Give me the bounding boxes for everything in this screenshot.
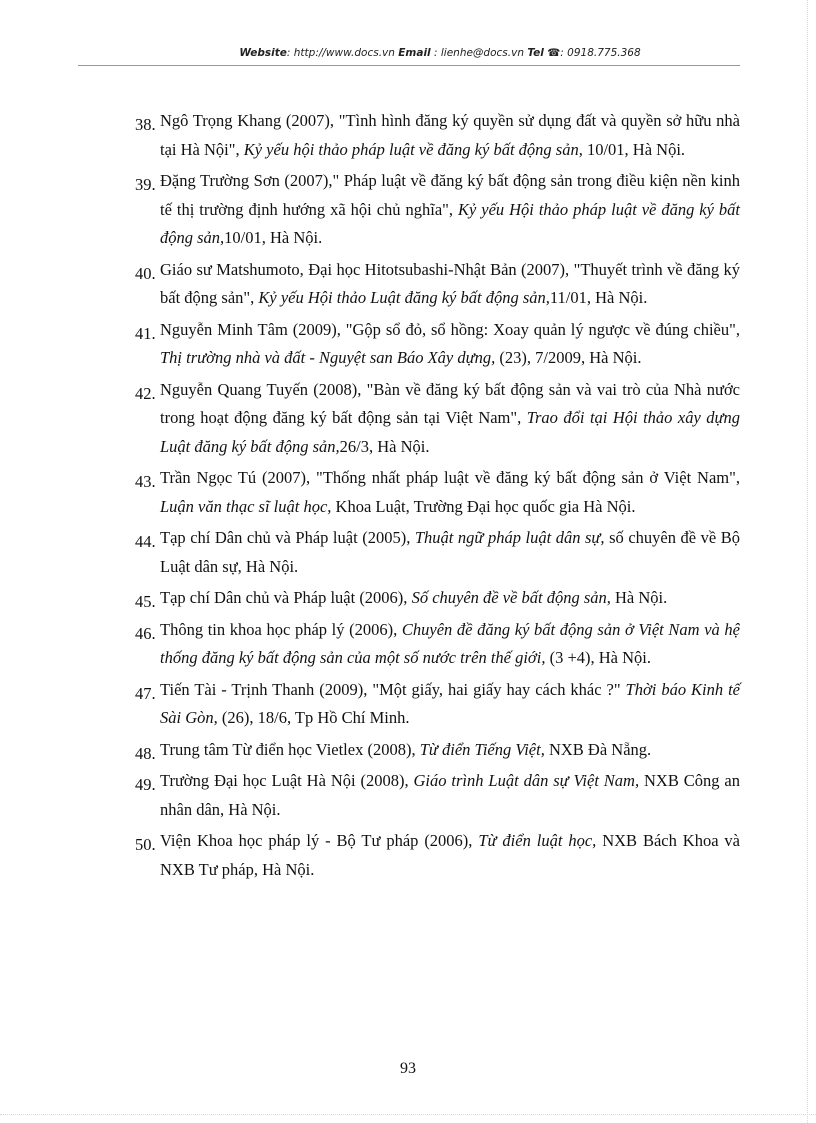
reference-item — [130, 464, 740, 521]
reference-number: 47. — [135, 683, 156, 703]
reference-details: 10/01, Hà Nội. — [224, 228, 323, 247]
reference-title: Từ điển luật học, — [478, 831, 597, 850]
reference-text: Trần Ngọc Tú (2007), "Thống nhất pháp luật về đăng ký bất động sản ở Việt Nam", — [160, 468, 740, 487]
reference-text: Trường Đại học Luật Hà Nội (2008), — [160, 771, 414, 790]
phone-icon: ☎ — [547, 47, 561, 59]
reference-number: 49. — [135, 775, 156, 794]
reference-text: Tạp chí Dân chủ và Pháp luật (2005), — [160, 528, 415, 547]
reference-number: 40. — [135, 263, 156, 283]
website-value: : http://www.docs.vn — [286, 47, 395, 59]
reference-details: NXB Đà Nẵng. — [544, 739, 652, 759]
reference-title: Chuyên đề đăng ký bất động sản ở Việt Nam và hệ thống đăng ký bất động sản của một số nước trên thế giới, — [160, 619, 740, 667]
reference-title: Số chuyên đề về bất động sản — [411, 588, 607, 607]
reference-title: Kỷ yếu hội thảo pháp luật về đăng ký bất động sản, — [243, 139, 583, 159]
reference-details: , Hà Nội. — [606, 588, 668, 607]
reference-text: Đặng Trường Sơn (2007)," Pháp luật về đăng ký bất động sản trong điều kiện nền kinh tế thị trường định hướng xã hội chủ nghĩa", — [160, 171, 740, 219]
reference-details: (26), 18/6, Tp Hồ Chí Minh. — [217, 708, 410, 727]
reference-number: 46. — [135, 623, 156, 643]
reference-title: Kỷ yếu Hội thảo pháp luật về đăng ký bất động sản, — [160, 199, 740, 247]
reference-text: Thông tin khoa học pháp lý (2006), — [160, 619, 402, 639]
reference-details: 10/01, Hà Nội. — [582, 139, 686, 159]
reference-text: Ngô Trọng Khang (2007), "Tình hình đăng ký quyền sử dụng đất và quyền sở hữu nhà tại Hà Nội", — [160, 111, 740, 159]
reference-title: Thuật ngữ pháp luật dân sự, — [414, 528, 605, 547]
reference-title: Giáo trình Luật dân sự Việt Nam, — [413, 771, 640, 790]
email-value: : lienhe@docs.vn — [430, 47, 524, 59]
reference-details: 26/3, Hà Nội. — [339, 436, 430, 456]
reference-title: Thời báo Kinh tế Sài Gòn, — [160, 679, 740, 727]
reference-title: Thị trường nhà và đất - Nguyệt san Báo Xây dựng, — [160, 348, 496, 367]
reference-item — [130, 584, 740, 613]
reference-number: 39. — [135, 175, 156, 194]
reference-details: (3 +4), Hà Nội. — [545, 648, 651, 667]
reference-item — [130, 827, 740, 884]
reference-item — [130, 524, 740, 581]
reference-number: 43. — [135, 472, 156, 491]
reference-text: Giáo sư Matshumoto, Đại học Hitotsubashi-Nhật Bản (2007), "Thuyết trình về đăng ký bất động sản", — [160, 259, 740, 307]
reference-text: Viện Khoa học pháp lý - Bộ Tư pháp (2006), — [160, 831, 479, 850]
reference-details: NXB Bách Khoa và NXB Tư pháp, Hà Nội. — [160, 831, 740, 879]
reference-title: Luận văn thạc sĩ luật học, — [160, 496, 332, 516]
reference-text: Trung tâm Từ điển học Vietlex (2008), — [160, 739, 420, 759]
reference-text: Nguyễn Minh Tâm (2009), "Gộp sổ đỏ, sổ hồng: Xoay quản lý ngược về đúng chiều", — [160, 319, 740, 339]
reference-item — [130, 616, 740, 673]
reference-details: (23), 7/2009, Hà Nội. — [495, 348, 642, 367]
page-edge-right — [807, 0, 808, 1123]
page-header — [140, 47, 740, 59]
reference-details: NXB Công an nhân dân, Hà Nội. — [160, 771, 740, 819]
reference-item — [130, 107, 740, 164]
reference-number: 50. — [135, 835, 156, 854]
reference-number: 45. — [135, 592, 156, 611]
reference-number: 41. — [135, 323, 156, 343]
reference-item — [130, 767, 740, 824]
reference-text: Tạp chí Dân chủ và Pháp luật (2006), — [160, 588, 412, 607]
reference-text: Nguyễn Quang Tuyến (2008), "Bàn về đăng ký bất động sản và vai trò của Nhà nước trong hoạt động đăng ký bất động sản tại Việt Nam", — [160, 379, 740, 427]
page-edge-bottom — [0, 1114, 816, 1115]
reference-details: số chuyên đề về Bộ Luật dân sự, Hà Nội. — [160, 528, 740, 576]
reference-number: 44. — [135, 532, 156, 551]
reference-item — [130, 316, 740, 373]
page-number: 93 — [400, 1060, 416, 1077]
header-divider — [78, 65, 740, 66]
reference-title: Trao đổi tại Hội thảo xây dựng Luật đăng ký bất động sản, — [160, 408, 741, 456]
reference-details: Khoa Luật, Trường Đại học quốc gia Hà Nội. — [331, 496, 636, 516]
reference-title: Kỷ yếu Hội thảo Luật đăng ký bất động sản, — [258, 288, 550, 307]
reference-item — [130, 256, 740, 313]
reference-item — [130, 376, 740, 462]
reference-item — [130, 676, 740, 733]
reference-number: 48. — [135, 743, 156, 763]
email-label: Email — [398, 47, 431, 59]
reference-item — [130, 167, 740, 253]
reference-list — [130, 107, 740, 887]
reference-number: 42. — [135, 383, 156, 403]
reference-item — [130, 736, 740, 765]
reference-title: Từ điển Tiếng Việt, — [419, 739, 545, 759]
reference-text: Tiến Tài - Trịnh Thanh (2009), "Một giấy, hai giấy hay cách khác ?" — [160, 679, 626, 699]
reference-number: 38. — [135, 115, 156, 134]
tel-value: : 0918.775.368 — [560, 47, 641, 59]
tel-label: Tel — [527, 47, 544, 59]
reference-details: 11/01, Hà Nội. — [549, 288, 648, 307]
website-label: Website — [239, 47, 287, 59]
